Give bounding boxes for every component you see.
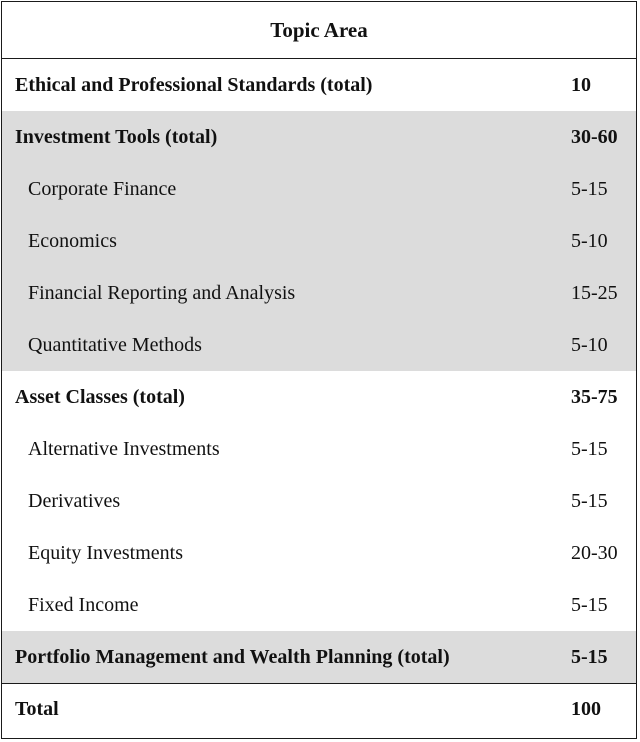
row-weight: 35-75 [571, 385, 618, 408]
row-weight: 15-25 [571, 281, 618, 304]
row-weight: 5-10 [571, 229, 608, 252]
row-weight: 20-30 [571, 541, 618, 564]
table-row-portfolio-management [2, 631, 636, 683]
row-weight: 5-10 [571, 333, 608, 356]
table-row-asset-classes [2, 371, 636, 423]
row-topic: Quantitative Methods [28, 333, 202, 356]
row-topic: Portfolio Management and Wealth Planning (total) [15, 645, 450, 668]
table-row-alternative-investments [2, 423, 636, 475]
row-topic: Ethical and Professional Standards (total) [15, 73, 373, 96]
table-row-economics [2, 215, 636, 267]
row-topic: Economics [28, 229, 117, 252]
table-row-financial-reporting [2, 267, 636, 319]
topic-weights-table [1, 1, 637, 739]
row-topic: Asset Classes (total) [15, 385, 185, 408]
table-row-total [2, 683, 636, 735]
table-row-equity-investments [2, 527, 636, 579]
table-row-derivatives [2, 475, 636, 527]
row-weight: 100 [571, 698, 601, 720]
row-topic: Derivatives [28, 489, 121, 512]
row-weight: 5-15 [571, 645, 608, 668]
table-row-corporate-finance [2, 163, 636, 215]
row-weight: 5-15 [571, 593, 608, 616]
row-weight: 30-60 [571, 125, 618, 148]
row-weight: 5-15 [571, 177, 608, 200]
row-topic: Corporate Finance [28, 177, 177, 200]
table-row-quantitative-methods [2, 319, 636, 371]
row-topic: Total [15, 698, 59, 720]
header-topic-area: Topic Area [270, 17, 368, 42]
row-topic: Fixed Income [28, 593, 139, 616]
table-row-investment-tools [2, 111, 636, 163]
row-weight: 5-15 [571, 437, 608, 460]
row-topic: Financial Reporting and Analysis [28, 281, 296, 304]
row-weight: 5-15 [571, 489, 608, 512]
row-topic: Equity Investments [28, 541, 183, 564]
table-header [2, 2, 636, 59]
row-weight: 10 [571, 73, 591, 96]
table-row-fixed-income [2, 579, 636, 631]
table-row-ethical-standards [2, 59, 636, 111]
row-topic: Investment Tools (total) [15, 125, 218, 148]
row-topic: Alternative Investments [28, 437, 220, 460]
